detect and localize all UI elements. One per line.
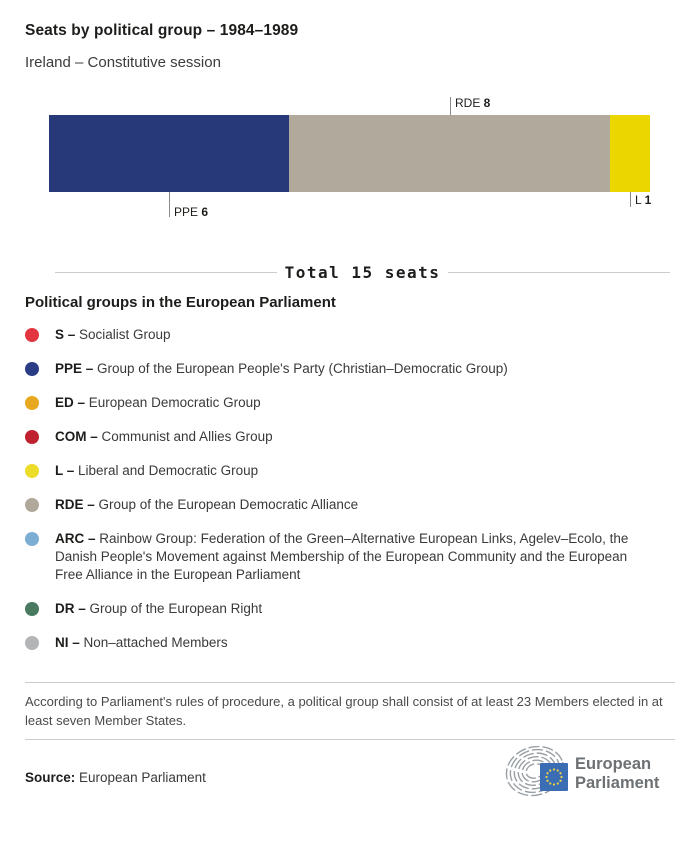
- divider-line-right: [448, 272, 670, 273]
- legend-dot-icon: [25, 430, 39, 444]
- logo-text-line2: Parliament: [575, 774, 660, 792]
- legend-dot-icon: [25, 464, 39, 478]
- legend-dot-icon: [25, 362, 39, 376]
- legend-item-rde: [25, 496, 675, 514]
- seats-bar-chart: [25, 91, 675, 229]
- bar-label-l: L 1: [635, 193, 652, 207]
- legend-dot-icon: [25, 498, 39, 512]
- legend-dot-icon: [25, 532, 39, 546]
- bar-segment-l: [610, 115, 650, 192]
- source-label: Source:: [25, 770, 76, 785]
- legend-dot-icon: [25, 602, 39, 616]
- bottom-row: [25, 746, 675, 798]
- legend-item-text: L – Liberal and Democratic Group: [55, 463, 259, 478]
- bar-segment-rde: [289, 115, 610, 192]
- legend-item-text: RDE – Group of the European Democratic Alliance: [55, 497, 359, 512]
- european-parliament-logo: [505, 746, 675, 798]
- legend-item-text: COM – Communist and Allies Group: [55, 429, 273, 444]
- legend-item-s: [25, 326, 675, 344]
- legend-dot-icon: [25, 396, 39, 410]
- callout-tick-l: [630, 192, 631, 207]
- callout-tick-rde: [450, 97, 451, 115]
- total-seats-divider: [55, 263, 670, 282]
- footnote-text: According to Parliament's rules of procedure, a political group shall consist of at least 23 Members elected in at least seven Member States.: [25, 694, 663, 728]
- legend-list: [25, 326, 675, 652]
- source-line: [25, 770, 206, 785]
- legend-item-text: NI – Non–attached Members: [55, 635, 228, 650]
- legend-item-dr: [25, 600, 675, 618]
- total-seats-label: Total 15 seats: [284, 263, 441, 282]
- eu-flag-icon: [540, 763, 568, 791]
- stacked-bar: [49, 115, 650, 192]
- bar-label-ppe: PPE 6: [174, 205, 209, 219]
- legend-item-text: PPE – Group of the European People's Party (Christian–Democratic Group): [55, 361, 508, 376]
- legend-item-ni: [25, 634, 675, 652]
- legend-dot-icon: [25, 328, 39, 342]
- footnote-divider-top: [25, 682, 675, 683]
- legend-item-text: ARC – Rainbow Group: Federation of the Green–Alternative European Links, Agelev–Ecolo, the Danish People's Movement against Membership of the European Community and the European Free Alliance in the European Parliament: [55, 531, 629, 582]
- legend-item-com: [25, 428, 675, 446]
- legend-item-l: [25, 462, 675, 480]
- legend-item-text: DR – Group of the European Right: [55, 601, 263, 616]
- footnote-divider-bottom: [25, 739, 675, 740]
- page-subtitle: Ireland – Constitutive session: [25, 54, 221, 71]
- legend-item-ppe: [25, 360, 675, 378]
- divider-line-left: [55, 272, 277, 273]
- callout-tick-ppe: [169, 192, 170, 217]
- page-title: Seats by political group – 1984–1989: [25, 22, 299, 39]
- bar-segment-ppe: [49, 115, 289, 192]
- legend-heading: Political groups in the European Parliament: [25, 294, 336, 311]
- legend-item-text: S – Socialist Group: [55, 327, 171, 342]
- legend-item-arc: [25, 530, 675, 584]
- bar-label-rde: RDE 8: [455, 96, 491, 110]
- legend-item-ed: [25, 394, 675, 412]
- legend-dot-icon: [25, 636, 39, 650]
- source-value: European Parliament: [79, 770, 206, 785]
- logo-text-line1: European: [575, 755, 652, 773]
- legend-item-text: ED – European Democratic Group: [55, 395, 261, 410]
